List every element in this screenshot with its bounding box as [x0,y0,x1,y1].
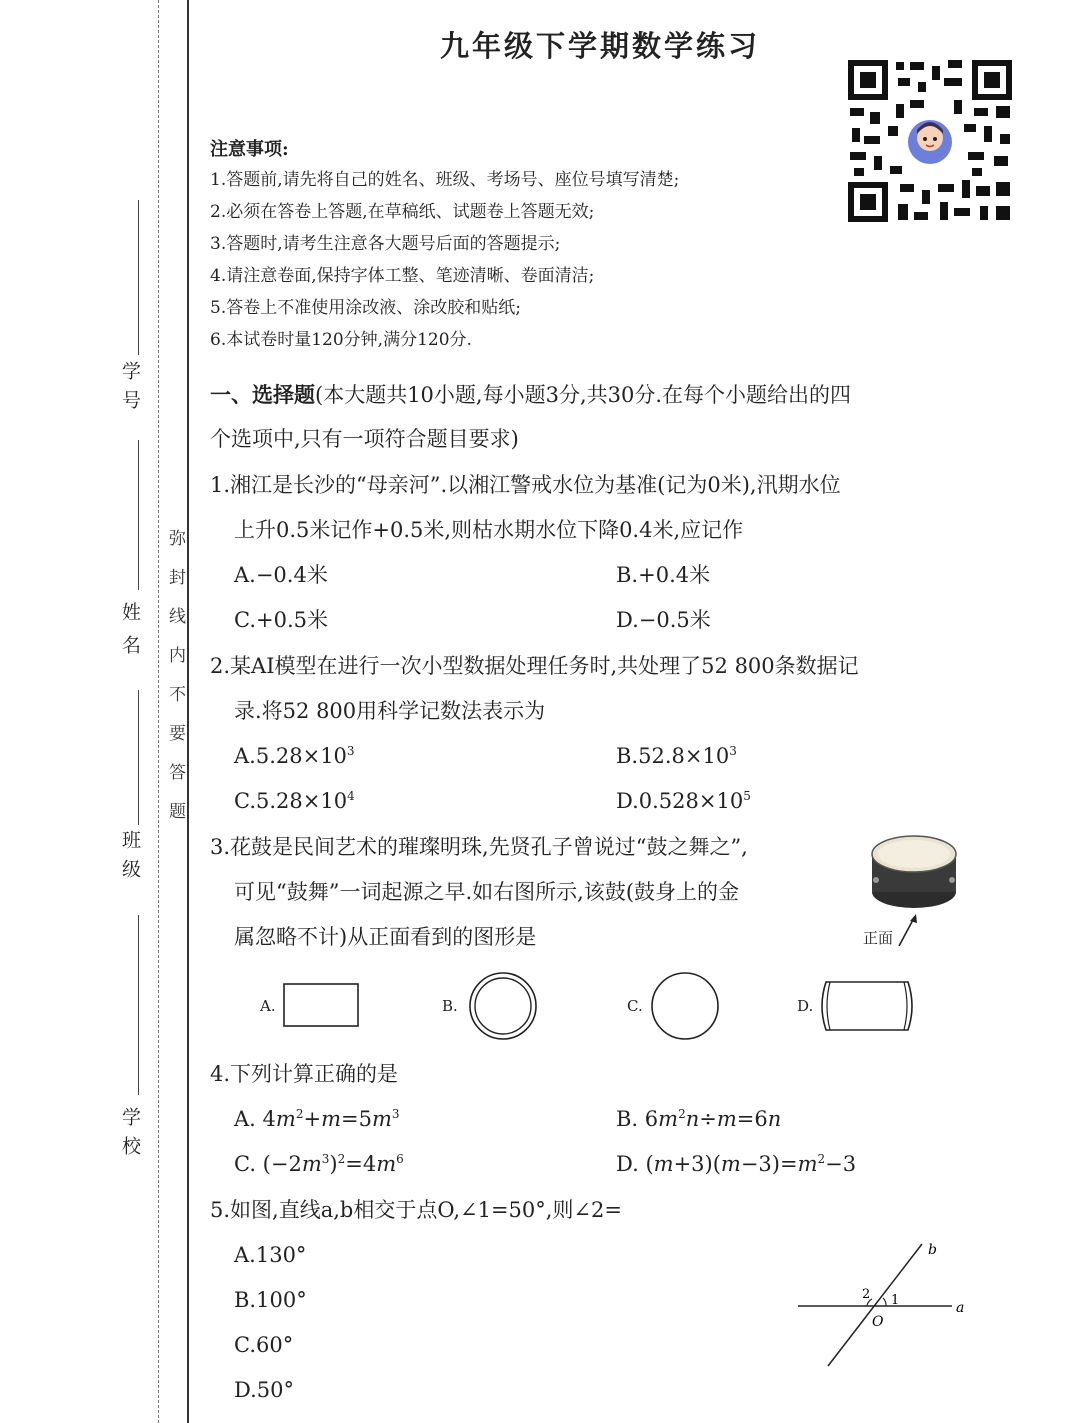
front-view-arrow-icon [896,912,920,948]
note-item: 1.答题前,请先将自己的姓名、班级、考场号、座位号填写清楚; [210,170,680,190]
option-exponent: 3 [346,744,355,758]
question-1-option-b[interactable]: B.+0.4米 [616,563,711,587]
question-2-option-c[interactable] [234,786,355,816]
name-blank[interactable] [138,440,139,590]
line-a-label: a [956,1300,965,1316]
note-item: 6.本试卷时量120分钟,满分120分. [210,330,472,350]
angle-1-label: 1 [891,1293,900,1308]
question-3-choice-label-b: B. [442,997,458,1015]
option-text: C.5.28×10 [234,789,348,813]
class-field[interactable] [118,690,144,900]
question-4-option-b[interactable]: B. $6m^2n\div m=6n$ [616,1107,782,1131]
question-2-option-a[interactable] [234,741,355,771]
note-item: 4.请注意卷面,保持字体工整、笔迹清晰、卷面清洁; [210,266,595,286]
line-b [828,1244,922,1366]
option-exponent: 4 [347,789,355,803]
question-3-stem-cont: 属忽略不计)从正面看到的图形是 [234,925,537,949]
question-3-choice-label-d: D. [797,997,814,1015]
question-4-option-c[interactable]: C. $(-2m^3)^2=4m^6$ [234,1152,404,1176]
student-number-field[interactable] [118,200,144,425]
note-item: 2.必须在答卷上答题,在草稿纸、试题卷上答题无效; [210,202,595,222]
section-heading [210,380,851,410]
question-3-choice-label-c: C. [627,997,643,1015]
question-1-option-d[interactable]: D.−0.5米 [616,608,711,632]
section-description-cont: 个选项中,只有一项符合题目要求) [210,427,519,451]
name-label: 姓名 [119,602,141,668]
drum-image [866,830,966,920]
question-1-stem: 1.湘江是长沙的“母亲河”.以湘江警戒水位为基准(记为0米),汛期水位 [210,473,841,497]
option-text: B.52.8×10 [616,744,730,768]
question-3-option-a-rectangle[interactable] [282,980,362,1030]
angle-1-arc [883,1298,886,1306]
section-description: (本大题共10小题,每小题3分,共30分.在每个小题给出的四 [315,383,852,407]
class-label: 班级 [119,830,141,888]
note-item: 3.答题时,请考生注意各大题号后面的答题提示; [210,234,561,254]
student-number-label: 学号 [119,361,141,419]
question-5-stem: 5.如图,直线a,b相交于点O,∠1=50°,则∠2= [210,1198,623,1222]
question-5-option-a[interactable]: A.130° [234,1243,307,1267]
option-exponent: 5 [743,789,751,803]
section-title: 一、选择题 [210,382,315,407]
line-b-label: b [928,1242,937,1258]
question-3-option-d-drum-side[interactable] [818,978,916,1034]
note-item: 5.答卷上不准使用涂改液、涂改胶和贴纸; [210,298,521,318]
question-2-stem-cont: 录.将52 800用科学记数法表示为 [234,699,546,723]
question-2-option-b[interactable] [616,741,737,771]
question-2-option-d[interactable] [616,786,751,816]
seal-line-warning: 弥封线内不要答题 [165,529,185,841]
front-view-label: 正面 [863,929,894,947]
option-exponent: 3 [729,744,737,758]
question-3-option-c-circle[interactable] [648,970,722,1042]
question-3-stem: 3.花鼓是民间艺术的璀璨明珠,先贤孔子曾说过“鼓之舞之”, [210,835,748,859]
question-2-stem: 2.某AI模型在进行一次小型数据处理任务时,共处理了52 800条数据记 [210,654,859,678]
question-4-stem: 4.下列计算正确的是 [210,1062,399,1086]
name-field[interactable] [118,440,144,680]
option-text: A.5.28×10 [234,744,347,768]
school-label: 学校 [119,1107,141,1165]
question-3-stem-cont: 可见“鼓舞”一词起源之早.如右图所示,该鼓(鼓身上的金 [234,880,740,904]
question-3-option-b-double-circle[interactable] [466,970,540,1042]
question-1-option-c[interactable]: C.+0.5米 [234,608,328,632]
question-5-option-b[interactable]: B.100° [234,1288,307,1312]
question-5-option-d[interactable]: D.50° [234,1378,294,1402]
point-o-label: O [872,1314,884,1330]
class-blank[interactable] [138,690,139,825]
question-4-option-d[interactable]: D. $(m+3)(m-3)=m^2-3$ [616,1152,857,1176]
question-1-stem-cont: 上升0.5米记作+0.5米,则枯水期水位下降0.4米,应记作 [234,518,744,542]
qr-code-icon[interactable] [844,56,1016,226]
question-4-option-a[interactable]: A. $4m^2+m=5m^3$ [234,1107,400,1131]
angle-2-label: 2 [862,1287,871,1302]
question-1-option-a[interactable]: A.−0.4米 [234,563,328,587]
question-5-option-c[interactable]: C.60° [234,1333,294,1357]
option-text: D.0.528×10 [616,789,744,813]
page-title: 九年级下学期数学练习 [439,29,760,63]
student-number-blank[interactable] [138,200,139,355]
school-blank[interactable] [138,915,139,1095]
intersecting-lines-diagram [790,1236,980,1376]
question-3-choice-label-a: A. [260,997,276,1015]
school-field[interactable] [118,915,144,1175]
cut-dashed-line [158,0,159,1423]
notes-title: 注意事项: [210,139,289,160]
